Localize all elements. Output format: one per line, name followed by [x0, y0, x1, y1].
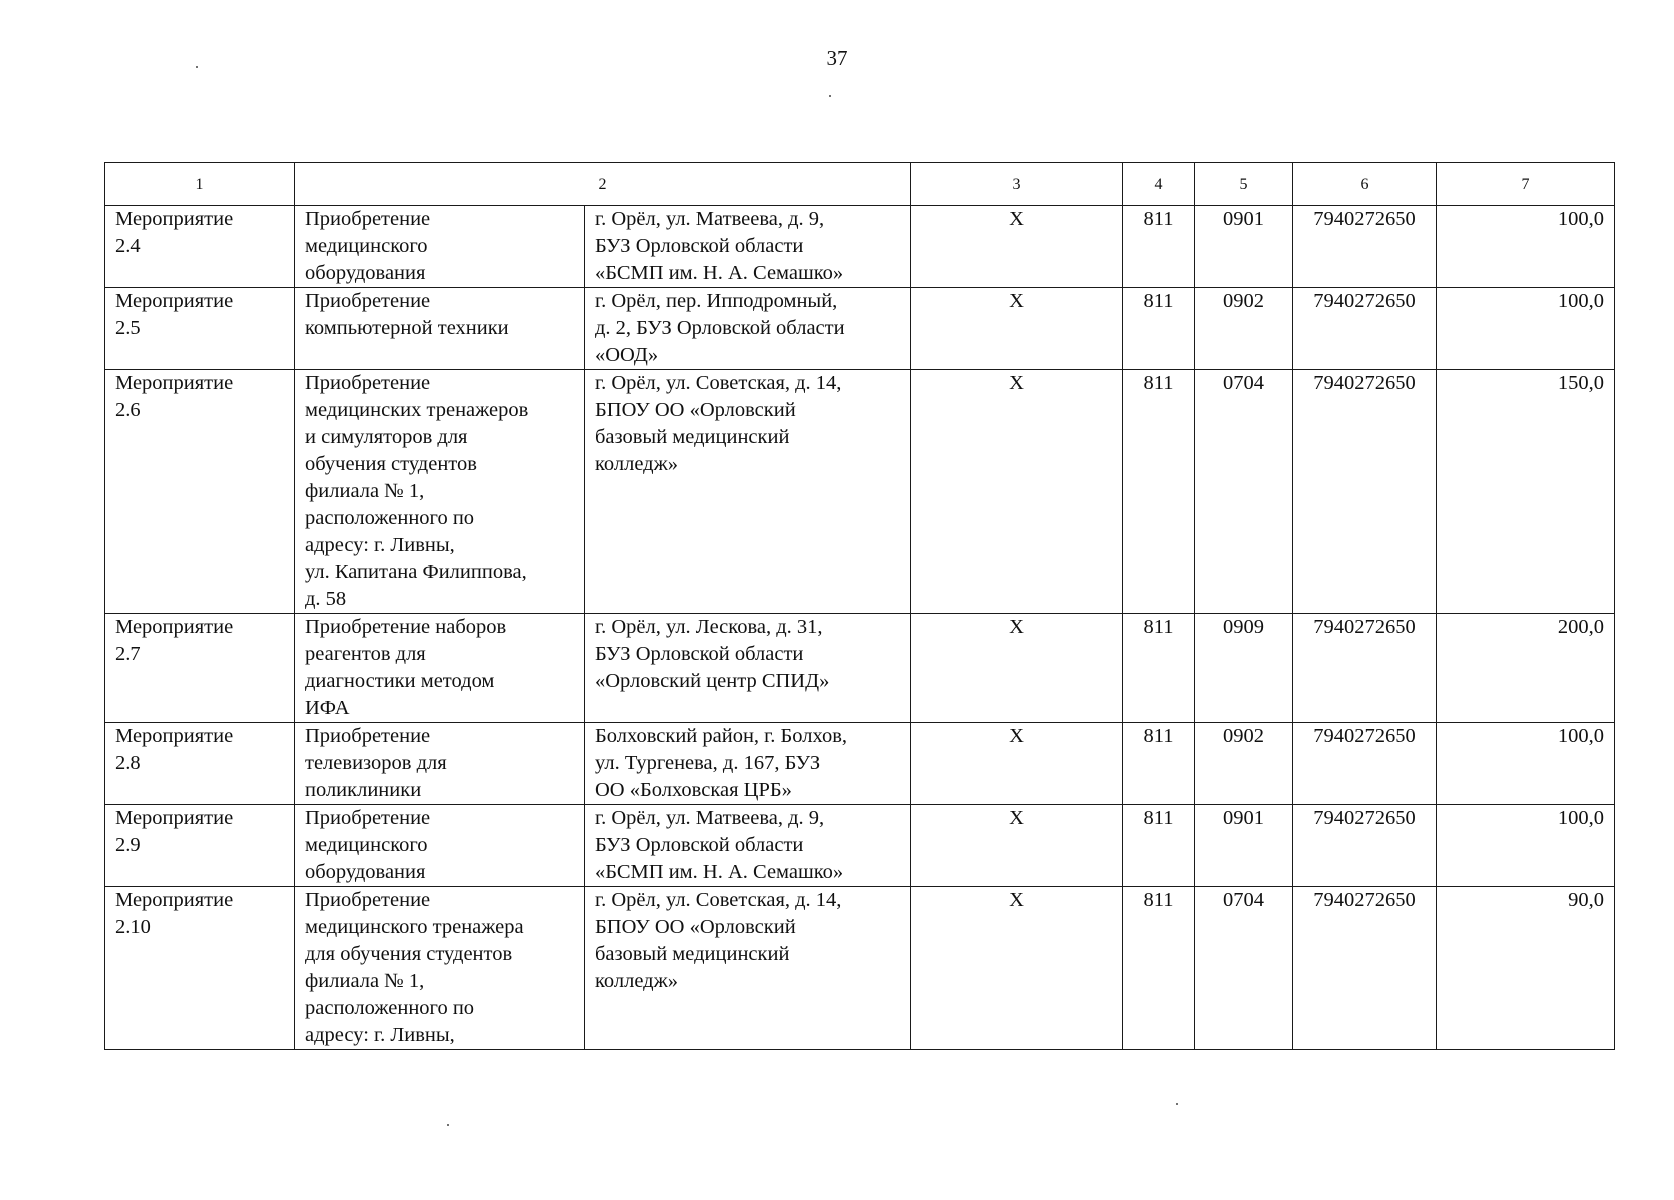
measure-name: Мероприятие 2.8 — [115, 725, 234, 774]
amount-value: 100,0 — [1557, 290, 1604, 312]
code-col-4: 811 — [1143, 372, 1174, 394]
table-row — [105, 723, 1615, 805]
table-row — [105, 614, 1615, 723]
table-row — [105, 206, 1615, 288]
amount-value: 100,0 — [1557, 208, 1604, 230]
column-header-6: 6 — [1293, 163, 1437, 206]
code-col-5: 0902 — [1223, 290, 1264, 312]
measure-name: Мероприятие 2.7 — [115, 616, 234, 665]
column-header-1: 1 — [105, 163, 295, 206]
measure-mark: X — [1009, 290, 1024, 312]
document-table — [104, 162, 1615, 1050]
code-col-6: 7940272650 — [1313, 290, 1416, 312]
measure-description: Приобретение медицинского оборудования — [305, 208, 431, 284]
measure-name: Мероприятие 2.5 — [115, 290, 234, 339]
measure-description: Приобретение наборов реагентов для диагностики методом ИФА — [305, 616, 507, 719]
code-col-6: 7940272650 — [1313, 208, 1416, 230]
code-col-4: 811 — [1143, 807, 1174, 829]
scan-speck — [829, 95, 831, 97]
code-col-4: 811 — [1143, 290, 1174, 312]
code-col-5: 0901 — [1223, 807, 1264, 829]
measure-name: Мероприятие 2.6 — [115, 372, 234, 421]
measure-description: Приобретение медицинского оборудования — [305, 807, 431, 883]
code-col-5: 0901 — [1223, 208, 1264, 230]
measure-name: Мероприятие 2.9 — [115, 807, 234, 856]
amount-value: 90,0 — [1568, 889, 1604, 911]
measure-name: Мероприятие 2.10 — [115, 889, 234, 938]
amount-value: 100,0 — [1557, 725, 1604, 747]
code-col-5: 0909 — [1223, 616, 1264, 638]
column-header-7: 7 — [1437, 163, 1615, 206]
measure-address: г. Орёл, ул. Советская, д. 14, БПОУ ОО «Орловский базовый медицинский колледж» — [595, 372, 842, 475]
table-row — [105, 887, 1615, 1050]
scan-speck — [1176, 1103, 1178, 1105]
code-col-6: 7940272650 — [1313, 616, 1416, 638]
measure-mark: X — [1009, 208, 1024, 230]
measure-address: г. Орёл, пер. Ипподромный, д. 2, БУЗ Орловской области «ООД» — [595, 290, 845, 366]
code-col-6: 7940272650 — [1313, 725, 1416, 747]
measure-address: г. Орёл, ул. Лескова, д. 31, БУЗ Орловской области «Орловский центр СПИД» — [595, 616, 830, 692]
measure-description: Приобретение медицинского тренажера для обучения студентов филиала № 1, расположенного по адресу: г. Ливны, — [305, 889, 524, 1046]
measure-address: г. Орёл, ул. Матвеева, д. 9, БУЗ Орловской области «БСМП им. Н. А. Семашко» — [595, 807, 844, 883]
amount-value: 200,0 — [1557, 616, 1604, 638]
column-header-3: 3 — [911, 163, 1123, 206]
code-col-5: 0704 — [1223, 372, 1264, 394]
measure-address: г. Орёл, ул. Советская, д. 14, БПОУ ОО «Орловский базовый медицинский колледж» — [595, 889, 842, 992]
amount-value: 150,0 — [1557, 372, 1604, 394]
measure-address: Болховский район, г. Болхов, ул. Тургенева, д. 167, БУЗ ОО «Болховская ЦРБ» — [595, 725, 848, 801]
measure-mark: X — [1009, 725, 1024, 747]
measure-mark: X — [1009, 889, 1024, 911]
code-col-5: 0902 — [1223, 725, 1264, 747]
header-row — [105, 163, 1615, 206]
measure-description: Приобретение телевизоров для поликлиники — [305, 725, 447, 801]
table-row — [105, 288, 1615, 370]
code-col-4: 811 — [1143, 725, 1174, 747]
column-header-4: 4 — [1123, 163, 1195, 206]
column-header-5: 5 — [1195, 163, 1293, 206]
code-col-5: 0704 — [1223, 889, 1264, 911]
column-header-2: 2 — [295, 163, 911, 206]
table-row — [105, 805, 1615, 887]
measure-name: Мероприятие 2.4 — [115, 208, 234, 257]
code-col-4: 811 — [1143, 616, 1174, 638]
scan-speck — [196, 66, 198, 68]
amount-value: 100,0 — [1557, 807, 1604, 829]
measure-mark: X — [1009, 807, 1024, 829]
measure-address: г. Орёл, ул. Матвеева, д. 9, БУЗ Орловской области «БСМП им. Н. А. Семашко» — [595, 208, 844, 284]
measure-mark: X — [1009, 372, 1024, 394]
measure-mark: X — [1009, 616, 1024, 638]
measure-description: Приобретение компьютерной техники — [305, 290, 509, 339]
measure-description: Приобретение медицинских тренажеров и симуляторов для обучения студентов филиала № 1, расположенного по адресу: г. Ливны, ул. Капитана Филиппова, д. 58 — [305, 372, 529, 610]
code-col-4: 811 — [1143, 208, 1174, 230]
table-row — [105, 370, 1615, 614]
code-col-4: 811 — [1143, 889, 1174, 911]
page-number: 37 — [826, 46, 848, 70]
code-col-6: 7940272650 — [1313, 807, 1416, 829]
code-col-6: 7940272650 — [1313, 889, 1416, 911]
scan-speck — [447, 1124, 449, 1126]
code-col-6: 7940272650 — [1313, 372, 1416, 394]
